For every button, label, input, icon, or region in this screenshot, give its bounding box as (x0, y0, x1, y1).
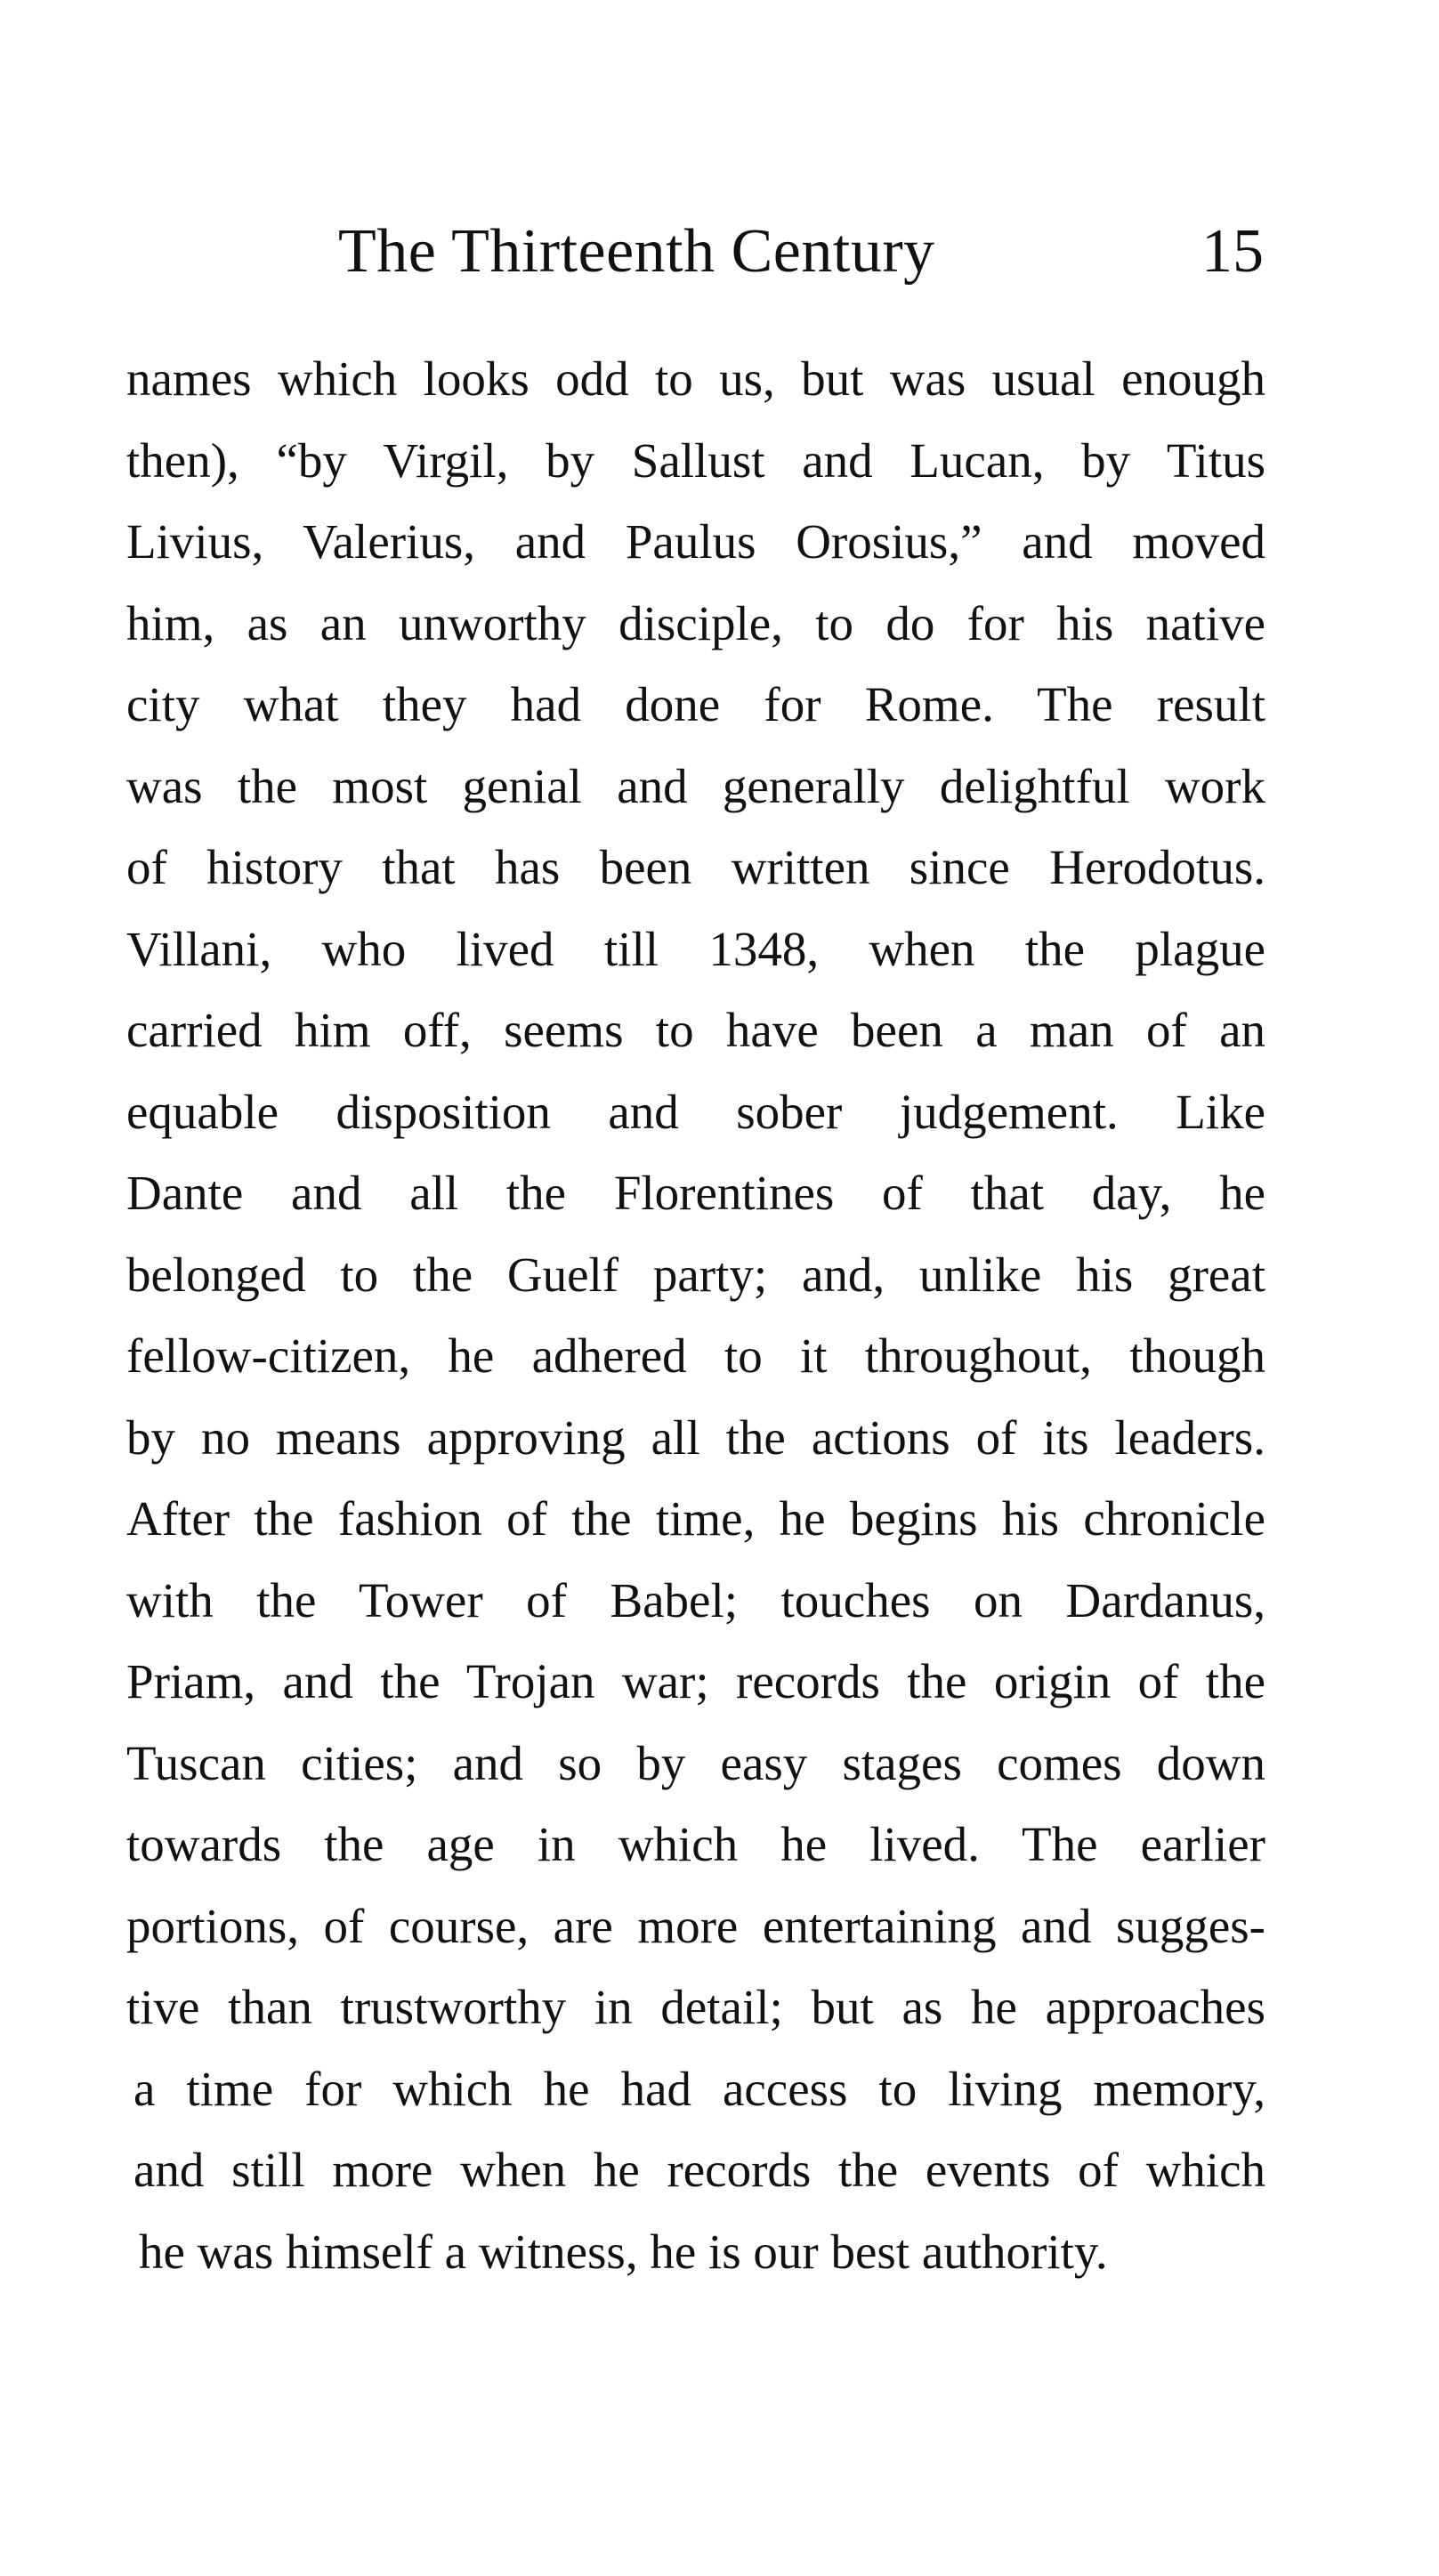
body-paragraph (126, 338, 1265, 2292)
text-line: then), “by Virgil, by Sallust and Lucan, by Titus (126, 432, 1265, 488)
text-line: of history that has been written since Herodotus. (126, 840, 1265, 894)
text-line: belonged to the Guelf party; and, unlike his great (126, 1247, 1265, 1302)
text-line: carried him off, seems to have been a man of an (126, 1003, 1265, 1057)
text-line: tive than trustworthy in detail; but as he approaches (126, 1980, 1265, 2034)
text-line: Villani, who lived till 1348, when the plague (126, 921, 1265, 976)
text-line: a time for which he had access to living memory, (133, 2061, 1265, 2116)
page-number: 15 (1201, 217, 1264, 286)
text-line: portions, of course, are more entertaining and sugges- (126, 1898, 1265, 1953)
text-line: towards the age in which he lived. The earlier (126, 1817, 1265, 1871)
text-line: city what they had done for Rome. The result (126, 677, 1265, 731)
text-line: with the Tower of Babel; touches on Dardanus, (126, 1572, 1265, 1627)
text-line: and still more when he records the events of which (133, 2143, 1265, 2197)
text-line: Tuscan cities; and so by easy stages comes down (126, 1735, 1265, 1790)
text-line: After the fashion of the time, he begins his chronicle (126, 1491, 1265, 1546)
text-line: by no means approving all the actions of its leaders. (126, 1409, 1265, 1465)
running-title: The Thirteenth Century (338, 217, 935, 286)
text-line: names which looks odd to us, but was usual enough (126, 351, 1265, 406)
text-line: equable disposition and sober judgement. Like (126, 1084, 1265, 1139)
text-line: Livius, Valerius, and Paulus Orosius,” and moved (126, 514, 1265, 569)
text-line: fellow-citizen, he adhered to it throughout, though (126, 1328, 1265, 1383)
text-line-last: he was himself a witness, he is our best authority. (139, 2224, 1108, 2279)
text-line: Dante and all the Florentines of that day, he (126, 1166, 1265, 1220)
text-line: him, as an unworthy disciple, to do for his native (126, 595, 1265, 650)
running-head (338, 212, 1264, 292)
text-line: Priam, and the Trojan war; records the origin of the (126, 1654, 1265, 1708)
text-line: was the most genial and generally delightful work (126, 758, 1265, 813)
